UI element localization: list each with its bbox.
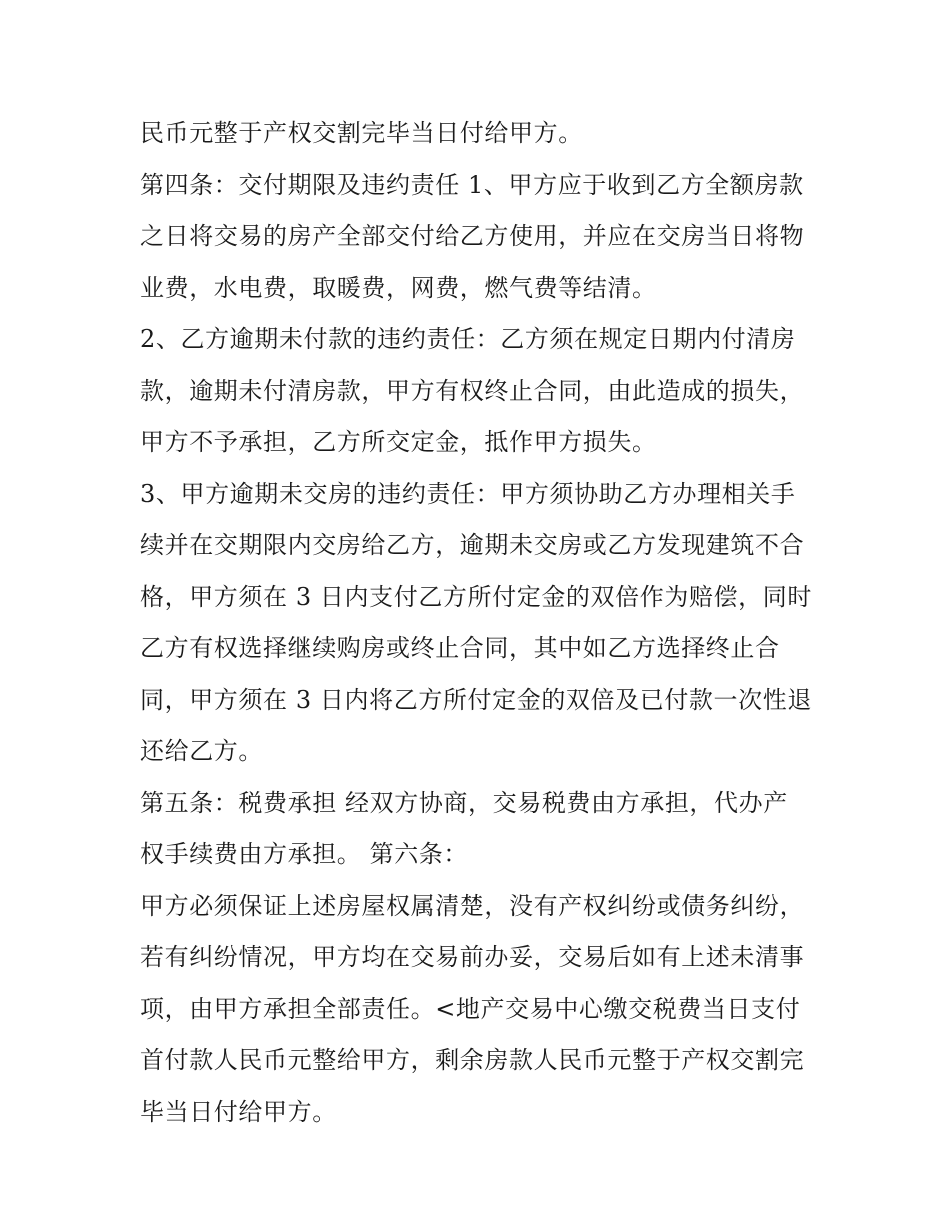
text-line: 项，由甲方承担全部责任。<地产交易中心缴交税费当日支付 bbox=[140, 994, 801, 1023]
text-line: 民币元整于产权交割完毕当日付给甲方。 bbox=[140, 119, 583, 147]
text-line: 2、乙方逾期未付款的违约责任：乙方须在规定日期内付清房 bbox=[140, 325, 796, 353]
text-line: 权手续费由方承担。 第六条： bbox=[140, 840, 469, 868]
text-line: 乙方有权选择继续购房或终止合同，其中如乙方选择终止合 bbox=[140, 634, 780, 662]
text-line: 甲方不予承担，乙方所交定金，抵作甲方损失。 bbox=[140, 428, 657, 456]
text-line: 款，逾期未付清房款，甲方有权终止合同，由此造成的损失， bbox=[140, 376, 805, 405]
text-line: 首付款人民币元整给甲方，剩余房款人民币元整于产权交割完 bbox=[140, 1046, 805, 1074]
text-line: 业费，水电费，取暖费，网费，燃气费等结清。 bbox=[140, 273, 657, 302]
text-line: 格，甲方须在 3 日内支付乙方所付定金的双倍作为赔偿，同时 bbox=[140, 582, 812, 611]
text-line: 甲方必须保证上述房屋权属清楚，没有产权纠纷或债务纠纷， bbox=[140, 891, 805, 920]
text-line: 同，甲方须在 3 日内将乙方所付定金的双倍及已付款一次性退 bbox=[140, 685, 812, 714]
text-line: 第四条：交付期限及违约责任 1、甲方应于收到乙方全额房款 bbox=[140, 170, 804, 199]
text-line: 还给乙方。 bbox=[140, 737, 263, 765]
text-line: 第五条：税费承担 经双方协商，交易税费由方承担，代办产 bbox=[140, 788, 788, 817]
text-line: 若有纠纷情况，甲方均在交易前办妥，交易后如有上述未清事 bbox=[140, 943, 805, 971]
text-line: 毕当日付给甲方。 bbox=[140, 1097, 337, 1126]
text-line: 之日将交易的房产全部交付给乙方使用，并应在交房当日将物 bbox=[140, 222, 805, 250]
text-line: 3、甲方逾期未交房的违约责任：甲方须协助乙方办理相关手 bbox=[140, 479, 796, 508]
text-line: 续并在交期限内交房给乙方，逾期未交房或乙方发现建筑不合 bbox=[140, 531, 805, 559]
contract-body-text bbox=[140, 108, 820, 1138]
